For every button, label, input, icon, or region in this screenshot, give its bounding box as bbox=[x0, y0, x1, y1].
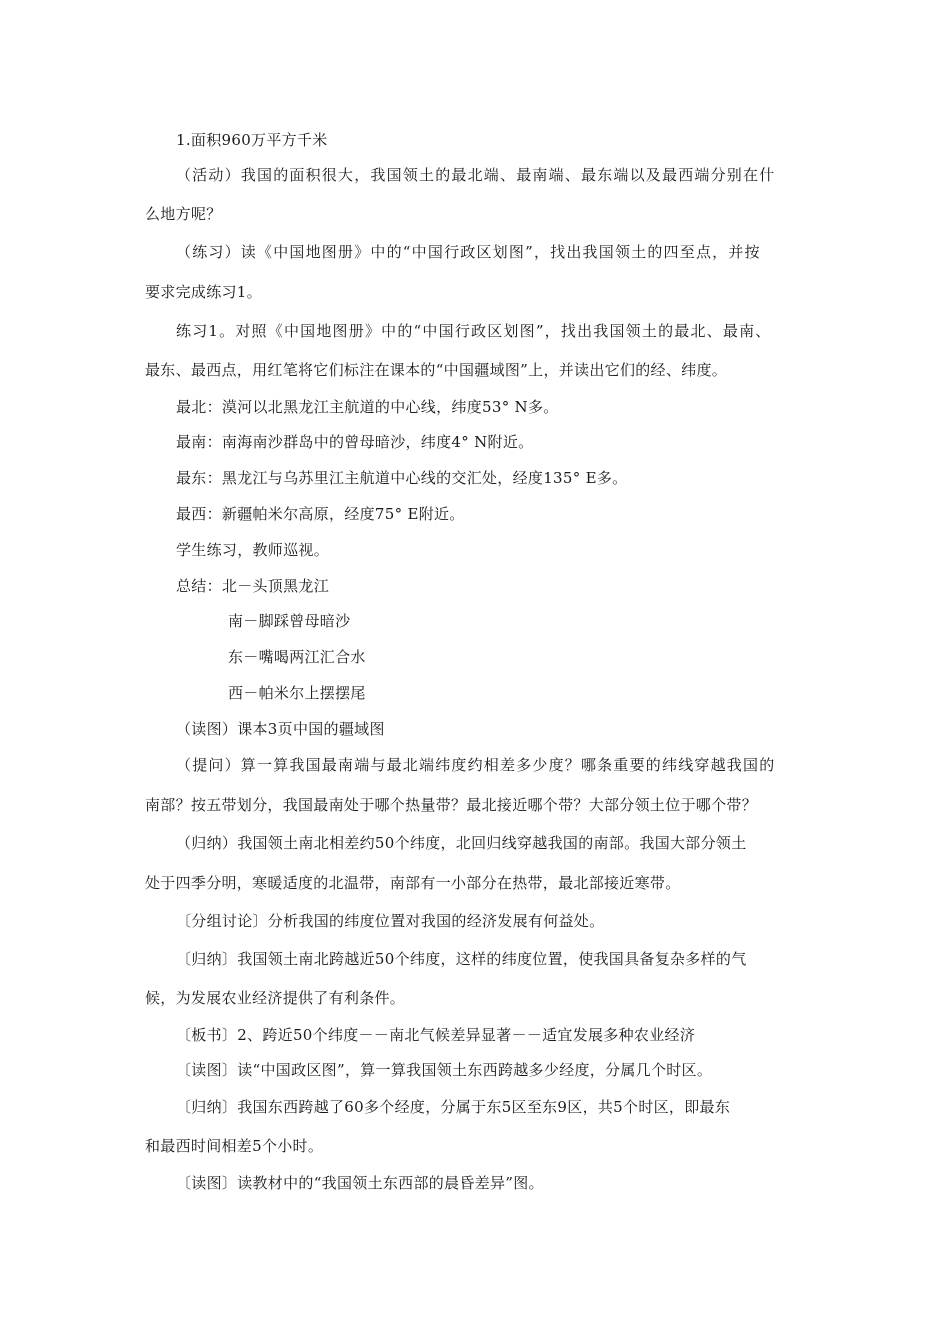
paragraph-line: 南部？按五带划分，我国最南处于哪个热量带？最北接近哪个带？大部分领土位于哪个带？ bbox=[145, 796, 758, 814]
summary-line: 总结：北－头顶黑龙江 bbox=[176, 577, 330, 595]
list-item: 最南：南海南沙群岛中的曾母暗沙，纬度4° N附近。 bbox=[176, 433, 534, 451]
paragraph-line: （活动）我国的面积很大，我国领土的最北端、最南端、最东端以及最西端分别在什 bbox=[176, 166, 776, 184]
paragraph-line: 最东、最西点，用红笔将它们标注在课本的“中国疆域图”上，并读出它们的经、纬度。 bbox=[145, 361, 728, 379]
paragraph-line: 要求完成练习1。 bbox=[145, 283, 262, 301]
paragraph-line: 学生练习，教师巡视。 bbox=[176, 541, 330, 559]
summary-line: 东－嘴喝两江汇合水 bbox=[228, 648, 366, 666]
list-item: 最西：新疆帕米尔高原，经度75° E附近。 bbox=[176, 505, 465, 523]
paragraph-line: 〔板书〕2、跨近50个纬度－－南北气候差异显著－－适宜发展多种农业经济 bbox=[176, 1026, 696, 1044]
paragraph-line: （归纳）我国领土南北相差约50个纬度，北回归线穿越我国的南部。我国大部分领土 bbox=[176, 834, 747, 852]
list-item: 最北：漠河以北黑龙江主航道的中心线，纬度53° N多。 bbox=[176, 398, 559, 416]
summary-line: 西－帕米尔上摆摆尾 bbox=[228, 684, 366, 702]
paragraph-line: 候，为发展农业经济提供了有利条件。 bbox=[145, 989, 406, 1007]
section-heading: 1.面积960万平方千米 bbox=[176, 131, 328, 149]
paragraph-line: 和最西时间相差5个小时。 bbox=[145, 1137, 324, 1155]
paragraph-line: 么地方呢？ bbox=[145, 205, 222, 223]
paragraph-line: 处于四季分明，寒暖适度的北温带，南部有一小部分在热带，最北部接近寒带。 bbox=[145, 874, 681, 892]
paragraph-line: （读图）课本3页中国的疆域图 bbox=[176, 720, 385, 738]
paragraph-line: 〔归纳〕我国领土南北跨越近50个纬度，这样的纬度位置，使我国具备复杂多样的气 bbox=[176, 950, 747, 968]
paragraph-line: 〔读图〕读“中国政区图”，算一算我国领土东西跨越多少经度，分属几个时区。 bbox=[176, 1061, 713, 1079]
paragraph-line: 〔读图〕读教材中的“我国领土东西部的晨昏差异”图。 bbox=[176, 1174, 544, 1192]
summary-line: 南－脚踩曾母暗沙 bbox=[228, 612, 351, 630]
paragraph-line: （提问）算一算我国最南端与最北端纬度约相差多少度？哪条重要的纬线穿越我国的 bbox=[176, 756, 776, 774]
paragraph-line: （练习）读《中国地图册》中的“中国行政区划图”，找出我国领土的四至点，并按 bbox=[176, 243, 761, 261]
paragraph-line: 〔分组讨论〕分析我国的纬度位置对我国的经济发展有何益处。 bbox=[176, 912, 605, 930]
list-item: 最东：黑龙江与乌苏里江主航道中心线的交汇处，经度135° E多。 bbox=[176, 469, 628, 487]
paragraph-line: 练习1。对照《中国地图册》中的“中国行政区划图”，找出我国领土的最北、最南、 bbox=[176, 322, 772, 340]
paragraph-line: 〔归纳〕我国东西跨越了60多个经度，分属于东5区至东9区，共5个时区，即最东 bbox=[176, 1098, 731, 1116]
